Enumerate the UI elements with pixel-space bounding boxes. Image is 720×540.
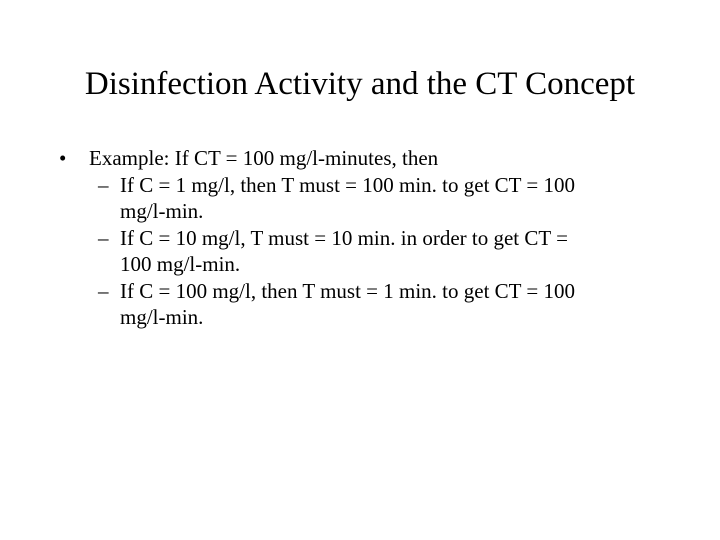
dash-marker: – xyxy=(98,172,109,197)
bullet-text: Example: If CT = 100 mg/l-minutes, then xyxy=(89,146,439,170)
sub-bullet-line: mg/l-min. xyxy=(120,305,204,329)
dash-marker: – xyxy=(98,278,109,303)
sub-bullet-line: If C = 1 mg/l, then T must = 100 min. to get CT = 100 xyxy=(120,172,575,197)
bullet-item xyxy=(57,145,677,172)
sub-bullet-line: If C = 100 mg/l, then T must = 1 min. to get CT = 100 xyxy=(120,278,575,303)
sub-bullet-line: 100 mg/l-min. xyxy=(120,252,241,276)
dash-marker: – xyxy=(98,225,109,250)
sub-bullet-item xyxy=(57,225,680,278)
sub-bullet-item xyxy=(57,278,680,331)
sub-bullet-list xyxy=(57,172,677,331)
sub-bullet-line: If C = 10 mg/l, T must = 10 min. in order to get CT = xyxy=(120,225,568,250)
bullet-list xyxy=(57,145,677,331)
slide-title: Disinfection Activity and the CT Concept xyxy=(84,66,636,102)
sub-bullet-line: mg/l-min. xyxy=(120,199,204,223)
sub-bullet-item xyxy=(57,172,680,225)
bullet-marker: • xyxy=(59,146,67,170)
